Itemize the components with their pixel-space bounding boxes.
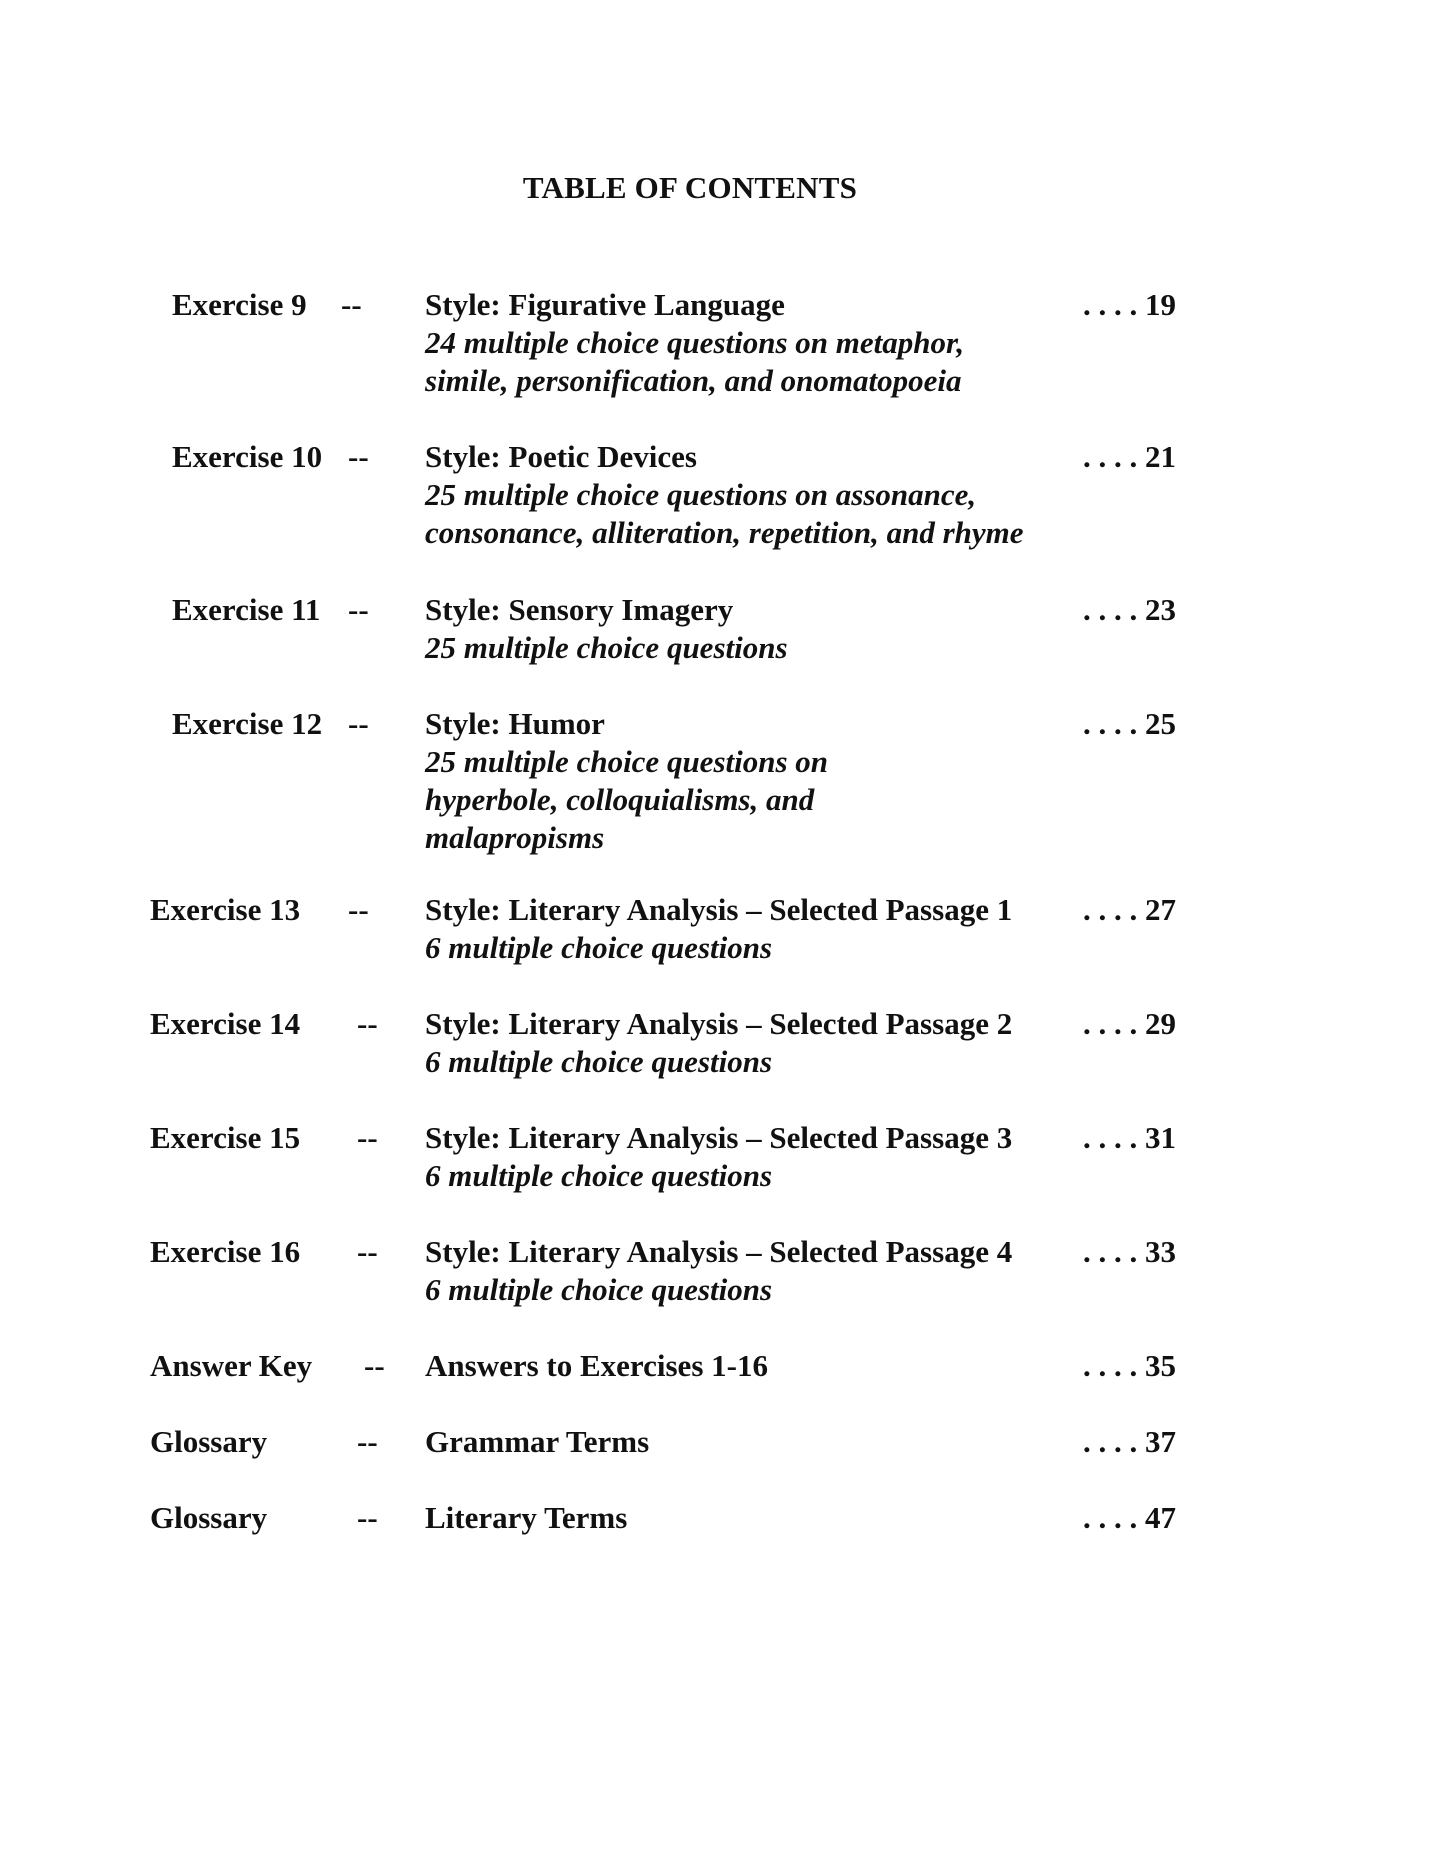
toc-entry-description	[425, 1499, 1065, 1537]
toc-entry-heading: Style: Literary Analysis – Selected Passage 4	[425, 1234, 1013, 1269]
toc-entry-subline: 6 multiple choice questions	[425, 930, 773, 965]
toc-entry-page: . . . . 31	[1083, 1120, 1176, 1155]
toc-entry-heading: Style: Literary Analysis – Selected Passage 3	[425, 1120, 1013, 1155]
toc-entry-description	[425, 1005, 1065, 1081]
toc-entry-page: . . . . 27	[1083, 892, 1176, 927]
toc-entry-dash: --	[357, 1424, 378, 1459]
toc-entry-heading: Style: Humor	[425, 706, 605, 741]
toc-entry-page: . . . . 35	[1083, 1348, 1176, 1383]
toc-entry-subline: 25 multiple choice questions	[425, 630, 788, 665]
toc-entry-description	[425, 438, 1065, 552]
toc-entry-label: Glossary	[150, 1424, 268, 1459]
toc-entry-label: Exercise 9	[172, 287, 307, 322]
toc-entry-dash: --	[348, 706, 369, 741]
toc-entry-subline: consonance, alliteration, repetition, and rhyme	[425, 515, 1024, 550]
toc-entry-description	[425, 591, 1065, 667]
toc-entry-page: . . . . 21	[1083, 439, 1176, 474]
toc-entry-subline: 6 multiple choice questions	[425, 1158, 773, 1193]
toc-entry-page: . . . . 19	[1083, 287, 1176, 322]
toc-entry-dash: --	[357, 1006, 378, 1041]
toc-entry-heading: Literary Terms	[425, 1500, 628, 1535]
toc-entry-heading: Answers to Exercises 1-16	[425, 1348, 768, 1383]
toc-entry-page: . . . . 25	[1083, 706, 1176, 741]
toc-entry-heading: Style: Literary Analysis – Selected Passage 1	[425, 892, 1013, 927]
toc-entry-description	[425, 891, 1065, 967]
toc-entry-dash: --	[357, 1234, 378, 1269]
toc-entry-heading: Style: Literary Analysis – Selected Passage 2	[425, 1006, 1013, 1041]
toc-entry-description	[425, 1347, 1065, 1385]
toc-entry-label: Exercise 10	[172, 439, 323, 474]
toc-entry-page: . . . . 29	[1083, 1006, 1176, 1041]
toc-entry-subline: 6 multiple choice questions	[425, 1272, 773, 1307]
toc-entry-label: Exercise 16	[150, 1234, 301, 1269]
toc-entry-label: Exercise 14	[150, 1006, 301, 1041]
toc-entry-label: Answer Key	[150, 1348, 313, 1383]
toc-entry-description	[425, 705, 1065, 857]
toc-entry-label: Exercise 12	[172, 706, 323, 741]
toc-entry-subline: simile, personification, and onomatopoeia	[425, 363, 962, 398]
toc-entry-subline: malapropisms	[425, 820, 605, 855]
toc-entry-dash: --	[348, 439, 369, 474]
toc-entry-description	[425, 1119, 1065, 1195]
toc-entry-dash: --	[364, 1348, 385, 1383]
toc-entry-page: . . . . 47	[1083, 1500, 1176, 1535]
toc-entry-description	[425, 1423, 1065, 1461]
toc-entry-description	[425, 286, 1065, 400]
toc-entry-heading: Style: Sensory Imagery	[425, 592, 734, 627]
toc-entry-dash: --	[348, 592, 369, 627]
toc-entry-page: . . . . 37	[1083, 1424, 1176, 1459]
toc-entry-page: . . . . 33	[1083, 1234, 1176, 1269]
toc-entry-heading: Style: Figurative Language	[425, 287, 785, 322]
toc-entry-subline: 25 multiple choice questions on	[425, 744, 829, 779]
toc-entry-subline: 25 multiple choice questions on assonance,	[425, 477, 977, 512]
toc-entry-dash: --	[357, 1500, 378, 1535]
toc-entry-dash: --	[357, 1120, 378, 1155]
toc-entry-subline: 6 multiple choice questions	[425, 1044, 773, 1079]
toc-entry-label: Exercise 13	[150, 892, 301, 927]
page-title: TABLE OF CONTENTS	[522, 170, 858, 205]
toc-entry-heading: Style: Poetic Devices	[425, 439, 697, 474]
toc-entry-description	[425, 1233, 1065, 1309]
toc-entry-subline: 24 multiple choice questions on metaphor,	[425, 325, 965, 360]
toc-entry-heading: Grammar Terms	[425, 1424, 650, 1459]
toc-entry-dash: --	[348, 892, 369, 927]
toc-entry-label: Exercise 11	[172, 592, 321, 627]
toc-entry-page: . . . . 23	[1083, 592, 1176, 627]
toc-entry-label: Glossary	[150, 1500, 268, 1535]
toc-entry-subline: hyperbole, colloquialisms, and	[425, 782, 815, 817]
toc-entry-dash: --	[341, 287, 362, 322]
toc-entry-label: Exercise 15	[150, 1120, 301, 1155]
